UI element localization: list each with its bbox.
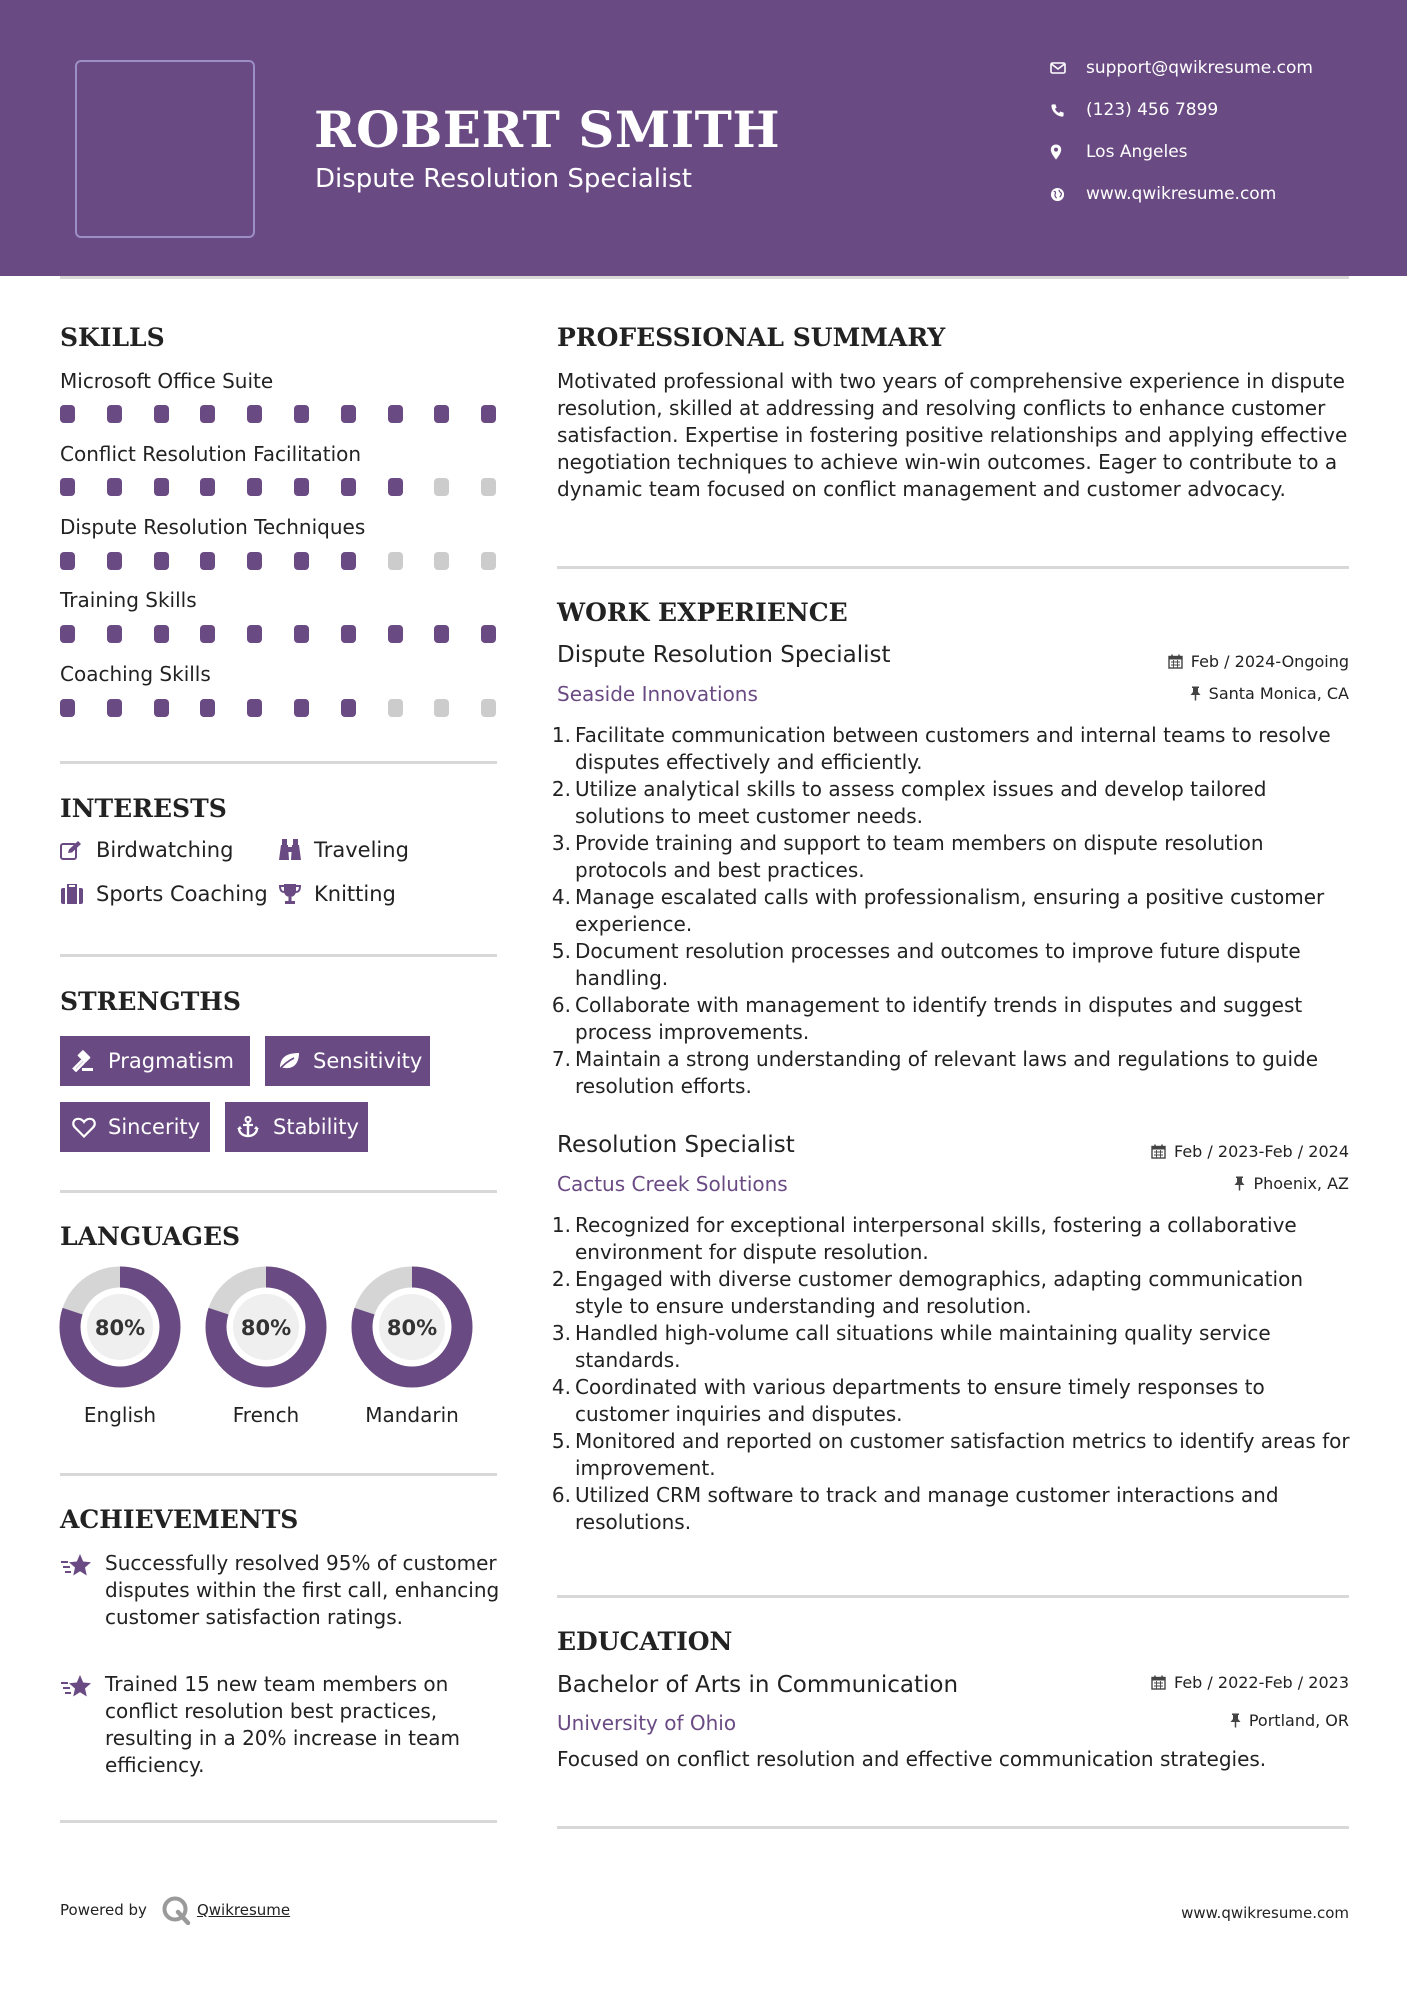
skill-dot-filled (200, 405, 215, 423)
skill-rating (60, 552, 500, 570)
languages-heading: LANGUAGES (60, 1222, 241, 1251)
contact-location-text: Los Angeles (1086, 142, 1188, 162)
contact-website-text: www.qwikresume.com (1086, 184, 1277, 204)
skill-dot-empty (481, 478, 496, 496)
skill-dot-filled (388, 405, 403, 423)
skill-dot-filled (294, 625, 309, 643)
skill-dot-filled (341, 552, 356, 570)
contact-phone-text: (123) 456 7899 (1086, 100, 1219, 120)
globe-icon (1050, 187, 1086, 202)
job-bullet: 2. Utilize analytical skills to assess complex issues and develop tailored solutions to meet customer needs. (551, 777, 1267, 828)
language-percent: 80% (240, 1316, 292, 1340)
job-location (1234, 1174, 1349, 1193)
interest-item (278, 882, 396, 906)
star-icon (60, 1673, 94, 1703)
candidate-name: ROBERT SMITH (314, 100, 781, 159)
interest-item (278, 838, 409, 862)
language-gauge (205, 1266, 327, 1388)
suitcase-icon (60, 884, 96, 904)
education-location-text: Portland, OR (1248, 1711, 1349, 1730)
contact-location (1050, 142, 1188, 162)
job-title: Dispute Resolution Specialist (557, 642, 891, 668)
skill-dot-filled (107, 699, 122, 717)
summary-heading: PROFESSIONAL SUMMARY (557, 323, 946, 352)
language-gauge (59, 1266, 181, 1388)
skill-dot-filled (294, 699, 309, 717)
contact-phone[interactable] (1050, 100, 1218, 120)
strength-label: Pragmatism (108, 1049, 234, 1073)
job-bullet: 1. Facilitate communication between customers and internal teams to resolve disputes effectively and efficiently. (551, 723, 1331, 774)
skill-dot-empty (434, 699, 449, 717)
job-bullet: 3. Handled high-volume call situations while maintaining quality service standards. (551, 1321, 1271, 1372)
heart-icon (72, 1117, 108, 1138)
skill-dot-filled (154, 478, 169, 496)
skill-dot-filled (200, 699, 215, 717)
skill-dot-filled (481, 405, 496, 423)
job-location (1190, 684, 1349, 703)
job-company: Cactus Creek Solutions (557, 1172, 788, 1196)
calendar-icon (1168, 654, 1183, 669)
job-location-text: Phoenix, AZ (1253, 1174, 1349, 1193)
skill-name: Coaching Skills (60, 662, 211, 686)
skill-dot-filled (60, 552, 75, 570)
skill-dot-filled (107, 405, 122, 423)
skill-dot-filled (200, 552, 215, 570)
trophy-icon (278, 883, 314, 905)
skill-dot-filled (107, 552, 122, 570)
job-bullet: 7. Maintain a strong understanding of relevant laws and regulations to guide resolution efforts. (551, 1047, 1319, 1098)
pencil-square-icon (60, 840, 96, 860)
skill-rating (60, 699, 500, 717)
skill-dot-empty (388, 699, 403, 717)
education-degree: Bachelor of Arts in Communication (557, 1672, 959, 1698)
qwikresume-link[interactable]: Qwikresume (196, 1901, 291, 1919)
summary-text: Motivated professional with two years of comprehensive experience in dispute resolution, skilled at addressing and resolving conflicts to enhance customer satisfaction. Expertise in fostering positive relationships and applying effective negotiation techniques to achieve win-win outcomes. Eager to contribute to a dynamic team focused on conflict management and customer advocacy. (557, 369, 1348, 501)
star-icon (60, 1552, 94, 1582)
skill-dot-filled (154, 625, 169, 643)
job-bullet: 6. Utilized CRM software to track and manage customer interactions and resolutions. (551, 1483, 1279, 1534)
skill-dot-filled (341, 625, 356, 643)
skill-dot-filled (434, 405, 449, 423)
skill-dot-filled (341, 699, 356, 717)
job-dates (1168, 652, 1349, 671)
skill-rating (60, 625, 500, 643)
envelope-icon (1050, 61, 1086, 75)
interest-item (60, 882, 268, 906)
strength-label: Sincerity (108, 1115, 201, 1139)
contact-website[interactable] (1050, 184, 1276, 204)
language-percent: 80% (94, 1316, 146, 1340)
job-bullet: 2. Engaged with diverse customer demographics, adapting communication style to ensure understanding and resolution. (551, 1267, 1303, 1318)
job-bullets (553, 722, 1353, 1100)
job-location-text: Santa Monica, CA (1208, 684, 1349, 703)
interest-label: Birdwatching (96, 838, 234, 862)
skill-dot-filled (294, 478, 309, 496)
education-description: Focused on conflict resolution and effective communication strategies. (557, 1747, 1267, 1771)
skill-name: Microsoft Office Suite (60, 369, 274, 393)
contact-email[interactable] (1050, 58, 1313, 78)
experience-heading: WORK EXPERIENCE (557, 598, 848, 627)
skill-dot-empty (434, 552, 449, 570)
skill-dot-filled (154, 552, 169, 570)
skill-dot-filled (388, 625, 403, 643)
skill-name: Dispute Resolution Techniques (60, 515, 366, 539)
pushpin-icon (1234, 1176, 1245, 1191)
leaf-icon (277, 1051, 313, 1071)
interest-label: Knitting (314, 882, 396, 906)
skill-dot-filled (200, 625, 215, 643)
skill-dot-filled (60, 625, 75, 643)
phone-icon (1050, 103, 1086, 118)
section-divider (60, 954, 497, 957)
skill-dot-filled (60, 478, 75, 496)
section-divider (60, 761, 497, 764)
skill-dot-filled (154, 405, 169, 423)
binoculars-icon (278, 839, 314, 861)
skill-dot-filled (247, 552, 262, 570)
calendar-icon (1151, 1675, 1166, 1690)
education-heading: EDUCATION (557, 1627, 733, 1656)
job-bullet: 4. Manage escalated calls with professionalism, ensuring a positive customer experience. (551, 885, 1325, 936)
candidate-title: Dispute Resolution Specialist (315, 164, 692, 194)
strength-label: Sensitivity (313, 1049, 423, 1073)
skill-dot-filled (341, 405, 356, 423)
skill-dot-empty (388, 552, 403, 570)
job-bullet: 4. Coordinated with various departments to ensure timely responses to customer inquiries and disputes. (551, 1375, 1265, 1426)
job-dates-text: Feb / 2023-Feb / 2024 (1174, 1142, 1349, 1161)
footer-website[interactable]: www.qwikresume.com (1181, 1904, 1349, 1922)
strength-tag (225, 1102, 368, 1152)
skill-dot-empty (434, 478, 449, 496)
language-name: Mandarin (365, 1403, 459, 1427)
section-divider (557, 1826, 1349, 1829)
achievement-item (60, 1550, 500, 1662)
qwikresume-logo-icon (161, 1895, 191, 1925)
calendar-icon (1151, 1144, 1166, 1159)
pushpin-icon (1230, 1713, 1241, 1728)
contact-email-text: support@qwikresume.com (1086, 58, 1313, 78)
anchor-icon (237, 1116, 273, 1138)
job-company: Seaside Innovations (557, 682, 758, 706)
header-divider (60, 276, 1349, 279)
skill-dot-filled (341, 478, 356, 496)
skill-dot-filled (247, 478, 262, 496)
interest-item (60, 838, 233, 862)
profile-photo-frame (75, 60, 255, 238)
job-bullet: 5. Monitored and reported on customer satisfaction metrics to identify areas for improvement. (551, 1429, 1350, 1480)
skill-rating (60, 405, 500, 423)
interest-label: Sports Coaching (96, 882, 268, 906)
section-divider (60, 1820, 497, 1823)
education-dates-text: Feb / 2022-Feb / 2023 (1174, 1673, 1349, 1692)
job-bullet: 1. Recognized for exceptional interpersonal skills, fostering a collaborative environment for dispute resolution. (551, 1213, 1297, 1264)
skill-dot-filled (200, 478, 215, 496)
education-school: University of Ohio (557, 1711, 737, 1735)
skill-dot-filled (154, 699, 169, 717)
skills-heading: SKILLS (60, 323, 165, 352)
job-bullet: 5. Document resolution processes and outcomes to improve future dispute handling. (551, 939, 1301, 990)
skill-dot-filled (247, 625, 262, 643)
strength-tag (60, 1102, 210, 1152)
skill-dot-filled (294, 405, 309, 423)
skill-dot-filled (294, 552, 309, 570)
language-gauge (351, 1266, 473, 1388)
skill-dot-filled (107, 625, 122, 643)
job-bullet: 6. Collaborate with management to identify trends in disputes and suggest process improvements. (551, 993, 1303, 1044)
skill-rating (60, 478, 500, 496)
skill-dot-filled (434, 625, 449, 643)
language-percent: 80% (386, 1316, 438, 1340)
footer-powered-by (60, 1895, 290, 1925)
job-title: Resolution Specialist (557, 1132, 795, 1158)
interests-heading: INTERESTS (60, 794, 227, 823)
job-bullets (553, 1212, 1353, 1536)
achievement-item (60, 1671, 500, 1783)
skill-dot-empty (481, 699, 496, 717)
pushpin-icon (1190, 686, 1201, 701)
section-divider (557, 1595, 1349, 1598)
education-location (1230, 1711, 1349, 1730)
skill-dot-filled (247, 699, 262, 717)
gavel-icon (72, 1050, 108, 1072)
skill-dot-filled (60, 699, 75, 717)
job-bullet: 3. Provide training and support to team members on dispute resolution protocols and best practices. (551, 831, 1264, 882)
strengths-heading: STRENGTHS (60, 987, 241, 1016)
skill-dot-filled (481, 625, 496, 643)
section-divider (557, 566, 1349, 569)
achievements-heading: ACHIEVEMENTS (60, 1505, 299, 1534)
achievement-text: Trained 15 new team members on conflict resolution best practices, resulting in a 20% increase in team efficiency. (105, 1672, 461, 1777)
skill-dot-filled (60, 405, 75, 423)
location-pin-icon (1050, 144, 1086, 160)
skill-name: Training Skills (60, 588, 197, 612)
strength-tag (265, 1036, 430, 1086)
skill-dot-filled (388, 478, 403, 496)
education-dates (1151, 1673, 1349, 1692)
powered-by-label: Powered by (60, 1901, 147, 1919)
section-divider (60, 1190, 497, 1193)
skill-name: Conflict Resolution Facilitation (60, 442, 362, 466)
strength-label: Stability (273, 1115, 359, 1139)
skill-dot-filled (107, 478, 122, 496)
skill-dot-filled (247, 405, 262, 423)
language-name: English (83, 1403, 157, 1427)
language-name: French (232, 1403, 300, 1427)
strength-tag (60, 1036, 250, 1086)
job-dates (1151, 1142, 1349, 1161)
header-banner (0, 0, 1407, 276)
achievement-text: Successfully resolved 95% of customer disputes within the first call, enhancing customer satisfaction ratings. (105, 1551, 500, 1629)
skill-dot-empty (481, 552, 496, 570)
job-dates-text: Feb / 2024-Ongoing (1190, 652, 1349, 671)
section-divider (60, 1473, 497, 1476)
interest-label: Traveling (314, 838, 409, 862)
